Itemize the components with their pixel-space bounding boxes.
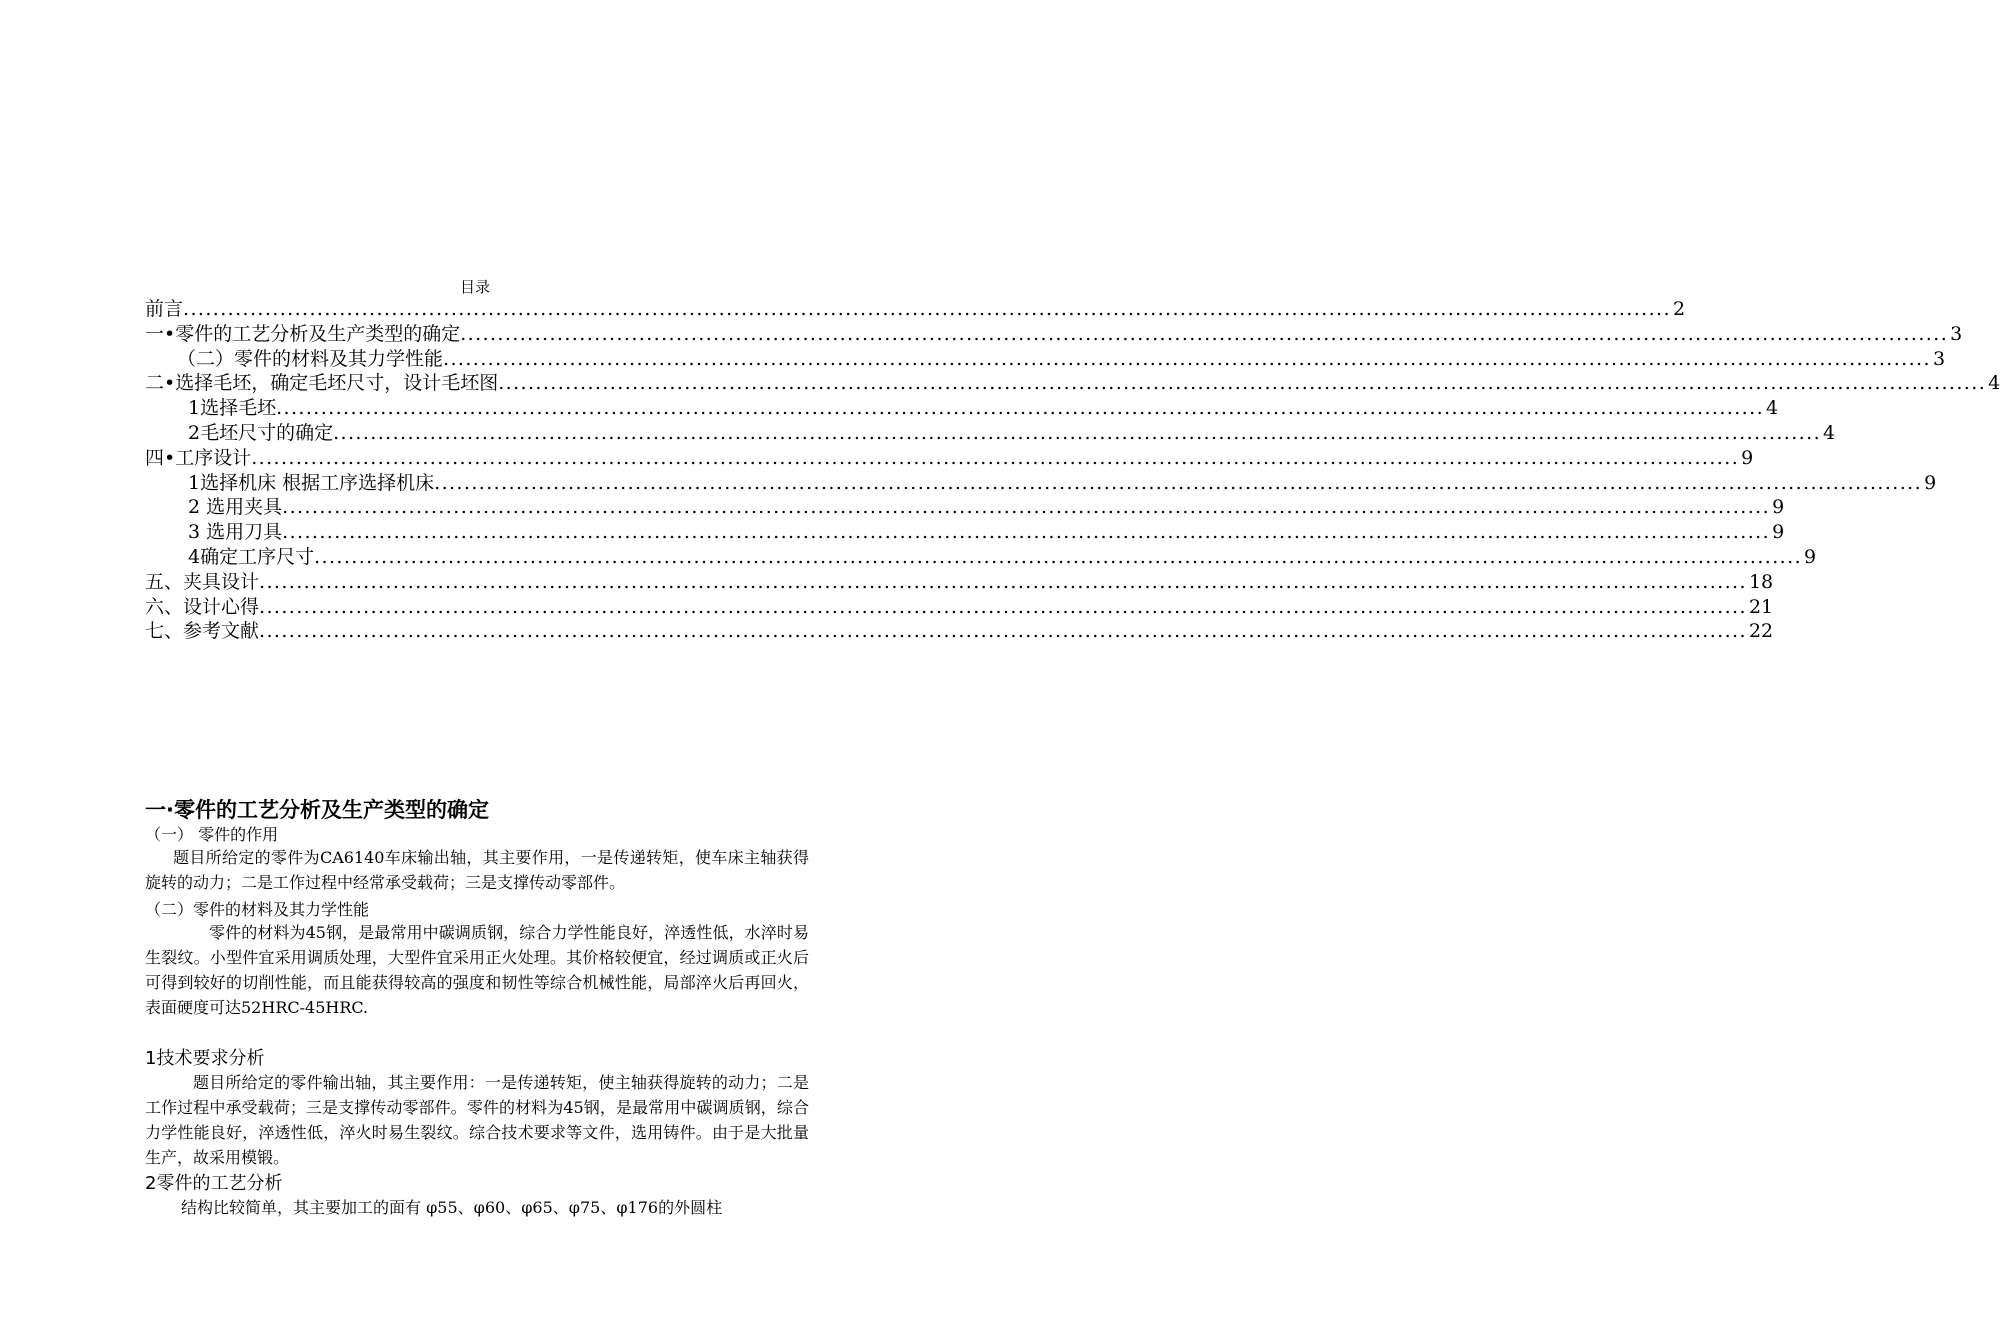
toc-leader-dots: ........................................................................................................................................................................................................	[276, 397, 1765, 420]
toc-entry-page: 9	[1772, 521, 1785, 544]
toc-leader-dots: ........................................................................................................................................................................................................	[282, 521, 1771, 544]
toc-entry-text: 七、参考文献	[145, 620, 260, 643]
toc-entry[interactable]	[145, 421, 1836, 446]
toc-leader-dots: ........................................................................................................................................................................................................	[251, 446, 1740, 469]
paragraph: 零件的材料为45钢，是最常用中碳调质钢，综合力学性能良好，淬透性低，水淬时易生裂纹。小型件宜采用调质处理，大型件宜采用正火处理。其价格较便宜，经过调质或正火后可得到较好的切削性能，而且能获得较高的强度和韧性等综合机械性能，局部淬火后再回火，表面硬度可达52HRC-45HRC.	[145, 923, 809, 1017]
toc-entry-page: 2	[1672, 298, 1686, 320]
toc-entry-page: 21	[1748, 595, 1774, 618]
toc-entry[interactable]	[145, 297, 1686, 322]
section-heading: 1技术要求分析	[145, 1048, 265, 1069]
toc-leader-dots: ........................................................................................................................................................................................................	[259, 570, 1747, 593]
toc-leader-dots: ........................................................................................................................................................................................................	[434, 471, 1923, 494]
subsection-title: （一） 零件的作用	[145, 825, 279, 844]
toc-leader-dots: ........................................................................................................................................................................................................	[314, 545, 1803, 568]
toc-entry-page: 3	[1950, 322, 1963, 345]
toc-entry-text: 六、设计心得	[145, 595, 260, 618]
toc-entry[interactable]	[145, 371, 2000, 396]
toc-entry-text: 前言	[145, 298, 184, 320]
toc-entry[interactable]	[145, 471, 1937, 496]
toc-leader-dots: ........................................................................................................................................................................................................	[460, 322, 1949, 345]
toc-entry-page: 18	[1748, 570, 1774, 593]
toc-entry-text: 二•选择毛坯，确定毛坯尺寸，设计毛坯图	[145, 372, 499, 395]
toc-entry[interactable]	[145, 520, 1785, 545]
toc-leader-dots: ........................................................................................................................................................................................................	[333, 421, 1822, 444]
toc-entry[interactable]	[145, 495, 1785, 520]
toc-entry-text: 2 选用夹具	[188, 496, 283, 519]
toc-entry-page: 22	[1748, 620, 1774, 643]
toc-entry-text: 1选择机床 根据工序选择机床	[188, 471, 435, 494]
toc-entry[interactable]	[145, 595, 1774, 620]
toc-entry-page: 9	[1741, 446, 1754, 469]
toc-entry-text: （二）零件的材料及其力学性能	[177, 347, 444, 370]
paragraph: 题目所给定的零件为CA6140车床输出轴，其主要作用，一是传递转矩，使车床主轴获得旋转的动力；二是工作过程中经常承受载荷；三是支撑传动零部件。	[145, 848, 809, 892]
toc-title: 目录	[459, 278, 490, 296]
toc-entry[interactable]	[145, 619, 1774, 644]
toc-leader-dots: ........................................................................................................................................................................................................	[443, 347, 1931, 370]
toc-entry-text: 一•零件的工艺分析及生产类型的确定	[145, 322, 461, 345]
toc-entry[interactable]	[145, 322, 1963, 347]
toc-entry-page: 9	[1772, 496, 1785, 519]
subsection-title: （二）零件的材料及其力学性能	[145, 900, 370, 919]
toc-entry[interactable]	[145, 396, 1779, 421]
toc-entry[interactable]	[145, 570, 1774, 595]
toc-entry[interactable]	[145, 446, 1754, 471]
toc-entry-page: 4	[1766, 397, 1779, 420]
section-heading: 2零件的工艺分析	[145, 1173, 283, 1194]
toc-leader-dots: ........................................................................................................................................................................................................	[259, 620, 1747, 643]
toc-leader-dots: ........................................................................................................................................................................................................	[183, 298, 1671, 320]
section-heading: 一·零件的工艺分析及生产类型的确定	[145, 798, 489, 822]
toc-entry-text: 五、夹具设计	[145, 570, 260, 593]
toc-entry[interactable]	[145, 347, 1946, 372]
toc-leader-dots: ........................................................................................................................................................................................................	[259, 595, 1747, 618]
toc-leader-dots: ........................................................................................................................................................................................................	[282, 496, 1771, 519]
toc-entry-text: 四•工序设计	[145, 446, 252, 469]
toc-entry-text: 4确定工序尺寸	[188, 545, 315, 568]
paragraph: 结构比较简单，其主要加工的面有 φ55、φ60、φ65、φ75、φ176的外圆柱	[181, 1198, 723, 1217]
toc-entry-text: 3 选用刀具	[188, 521, 283, 544]
toc-entry-page: 4	[1988, 372, 2000, 395]
toc-leader-dots: ........................................................................................................................................................................................................	[498, 372, 1987, 395]
toc-entry-page: 3	[1932, 347, 1946, 370]
toc-entry-page: 9	[1924, 471, 1937, 494]
toc-entry-page: 4	[1823, 421, 1836, 444]
paragraph: 题目所给定的零件输出轴，其主要作用：一是传递转矩，使主轴获得旋转的动力；二是工作过程中承受载荷；三是支撑传动零部件。零件的材料为45钢，是最常用中碳调质钢，综合力学性能良好，淬透性低，淬火时易生裂纹。综合技术要求等文件，选用铸件。由于是大批量生产，故采用模锻。	[145, 1073, 809, 1167]
toc-entry-page: 9	[1804, 545, 1817, 568]
toc-entry-text: 1选择毛坯	[188, 397, 277, 420]
toc-entry-text: 2毛坯尺寸的确定	[188, 421, 334, 444]
toc-entry[interactable]	[145, 545, 1817, 570]
table-of-contents	[145, 297, 2000, 644]
